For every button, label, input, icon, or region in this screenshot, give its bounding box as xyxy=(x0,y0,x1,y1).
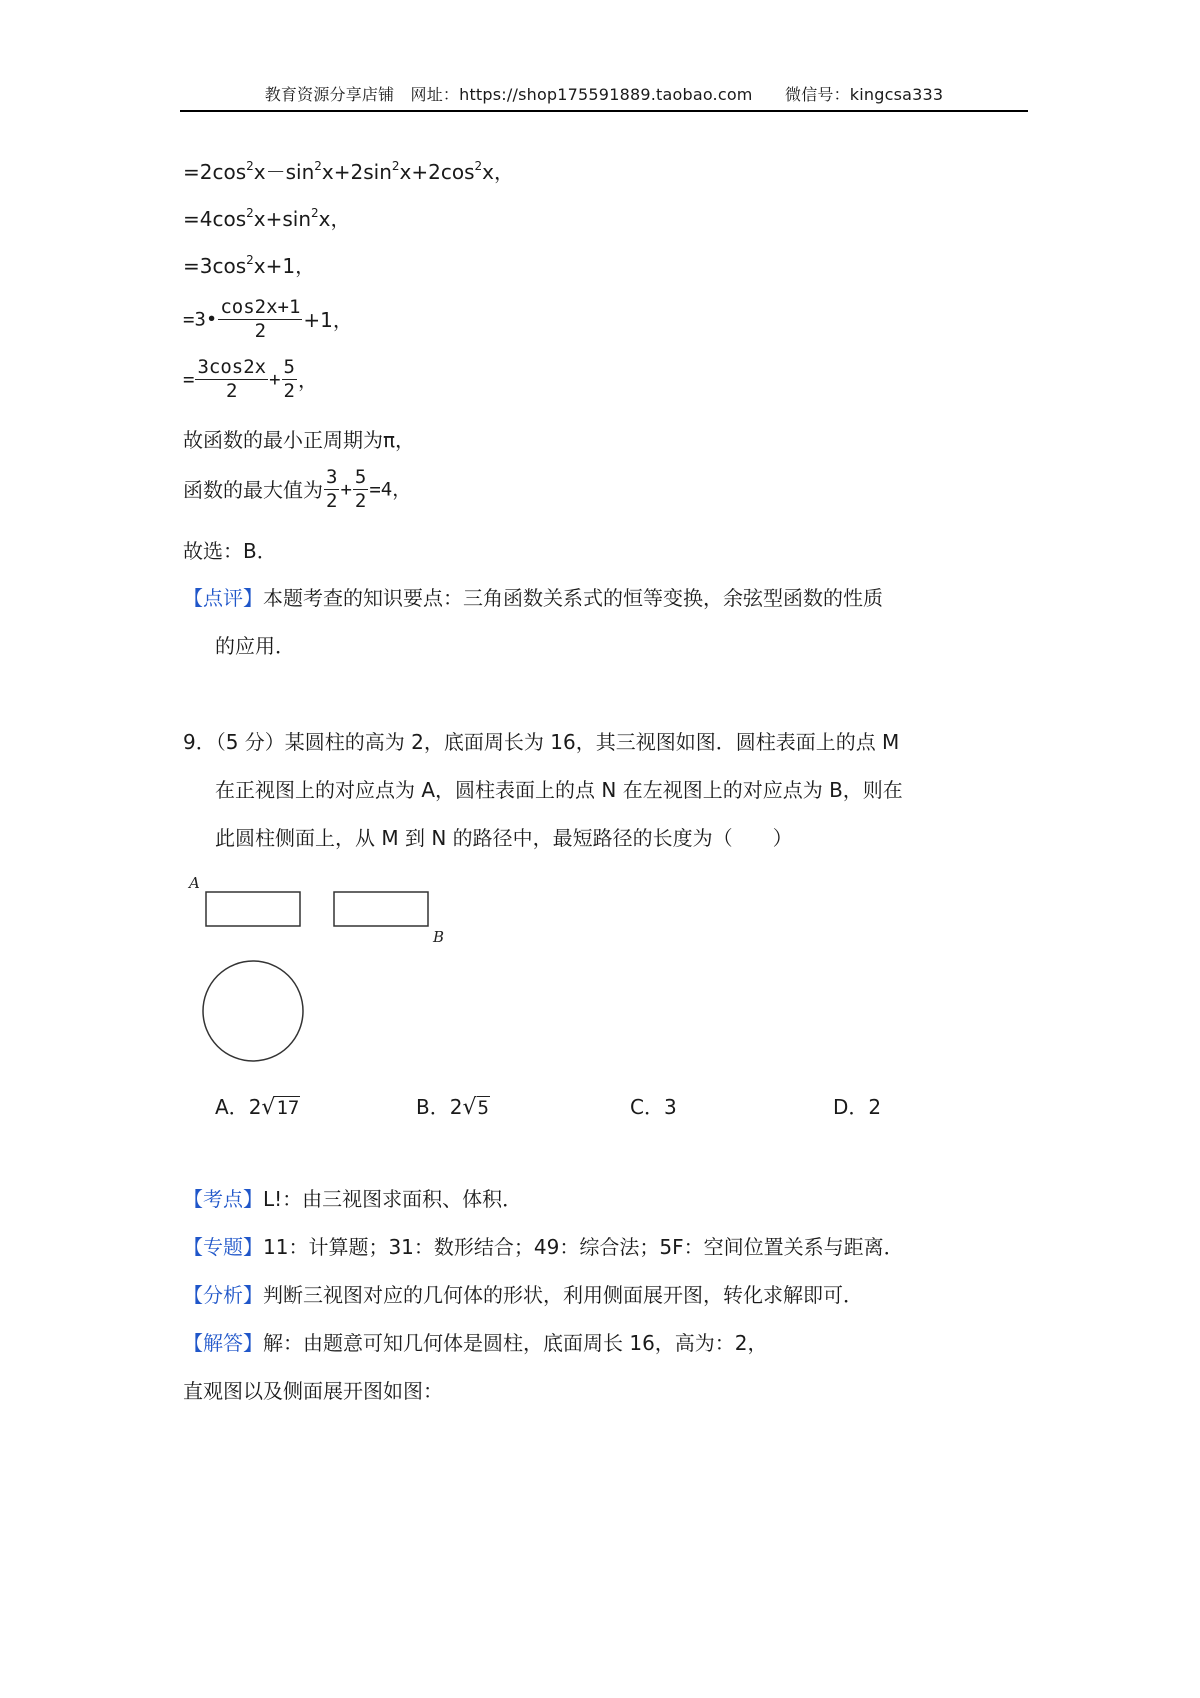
top-view-circle xyxy=(203,961,303,1061)
formula-line-5: = $\frac{3\cos 2x}{2}$ + $\frac{5}{2}$ ， xyxy=(183,356,318,402)
formula-line-3: $=3\cos^2x+1$， xyxy=(183,253,316,278)
three-view-figure xyxy=(180,870,460,1070)
radical-icon: √ xyxy=(462,1095,477,1120)
review-line-2: 的应用． xyxy=(215,634,295,658)
fraction: $\frac{3}{2}$ xyxy=(326,466,338,512)
point-b-label: B xyxy=(433,928,445,946)
page-header: 教育资源分享店铺 网址：https://shop175591889.taobao.com 微信号：kingcsa333 xyxy=(264,85,944,104)
period-line: 故函数的最小正周期为π， xyxy=(183,428,416,452)
radical-icon: √ xyxy=(261,1095,276,1120)
jieda-tag: 【解答】 xyxy=(183,1331,263,1355)
kaodian-line: 【考点】L!：由三视图求面积、体积． xyxy=(183,1187,523,1211)
fraction: $\frac{\cos 2x+1}{2}$ xyxy=(220,296,301,342)
fenxi-line: 【分析】判断三视图对应的几何体的形状，利用侧面展开图，转化求解即可． xyxy=(183,1283,863,1307)
zhuanti-line: 【专题】11：计算题；31：数形结合；49：综合法；5F：空间位置关系与距离． xyxy=(183,1235,904,1259)
fraction: $\frac{5}{2}$ xyxy=(283,356,295,402)
front-view-rect xyxy=(206,892,300,926)
formula-line-2: $=4\cos^2x+\sin^2x$， xyxy=(183,206,351,231)
fenxi-tag: 【分析】 xyxy=(183,1283,263,1307)
question-9-line-1: 9．（5 分）某圆柱的高为 2，底面周长为 16，其三视图如图．圆柱表面上的点 M xyxy=(183,730,900,754)
zhuanti-tag: 【专题】 xyxy=(183,1235,263,1259)
point-a-label: A xyxy=(189,874,200,892)
answer-line: 故选：B． xyxy=(183,539,277,563)
kaodian-tag: 【考点】 xyxy=(183,1187,263,1211)
review-tag: 【点评】 xyxy=(183,586,263,610)
max-value-line: 函数的最大值为 $\frac{3}{2}$ + $\frac{5}{2}$ =4， xyxy=(183,466,412,512)
question-9-line-2: 在正视图上的对应点为 A，圆柱表面上的点 N 在左视图上的对应点为 B，则在 xyxy=(215,778,903,802)
option-b: B．2√5 xyxy=(416,1095,489,1120)
jieda-line: 【解答】解：由题意可知几何体是圆柱，底面周长 16，高为：2， xyxy=(183,1331,768,1355)
option-d: D．2 xyxy=(833,1095,882,1119)
fraction: $\frac{5}{2}$ xyxy=(354,466,367,512)
review-line-1: 【点评】本题考查的知识要点：三角函数关系式的恒等变换，余弦型函数的性质 xyxy=(183,586,883,610)
option-c: C．3 xyxy=(630,1095,677,1119)
question-9-line-3: 此圆柱侧面上，从 M 到 N 的路径中，最短路径的长度为（ ） xyxy=(215,826,793,850)
formula-line-1: $=2\cos^2x-\sin^2x+2\sin^2x+2\cos^2x$， xyxy=(183,159,515,184)
option-a: A．2√17 xyxy=(215,1095,300,1120)
fraction: $\frac{3\cos 2x}{2}$ xyxy=(197,356,267,402)
formula-line-4: =3• $\frac{\cos 2x+1}{2}$ +1， xyxy=(183,296,353,342)
header-divider xyxy=(180,110,1028,112)
figure-intro-line: 直观图以及侧面展开图如图： xyxy=(183,1379,443,1403)
side-view-rect xyxy=(334,892,428,926)
